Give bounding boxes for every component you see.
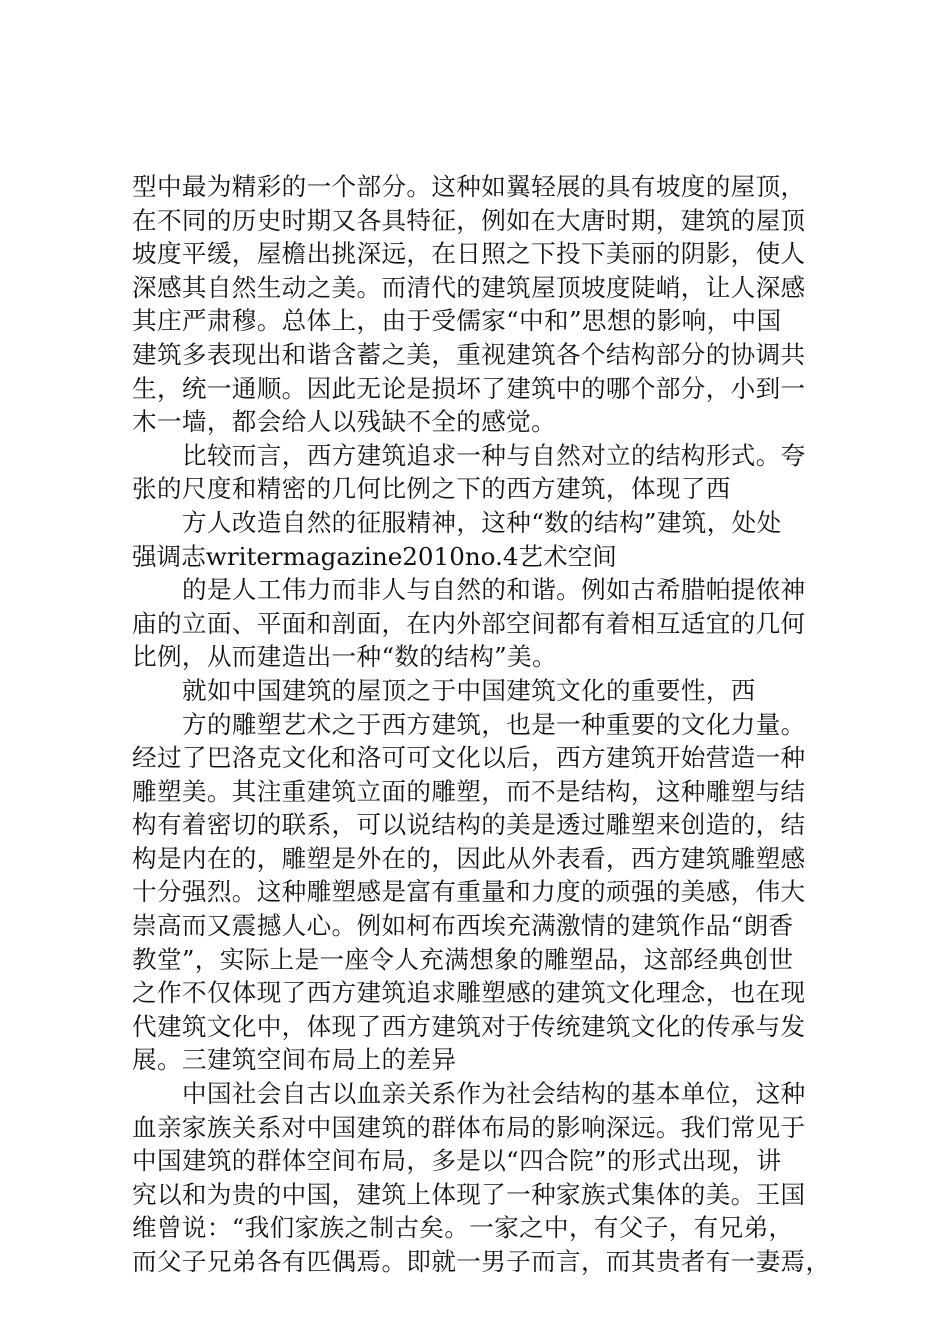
text-line: 而父子兄弟各有匹偶焉。即就一男子而言，而其贵者有一妻焉，: [132, 1247, 831, 1276]
paragraph-first-line: 方人改造自然的征服精神，这种“数的结构”建筑，处处: [182, 507, 782, 537]
text-line: 张的尺度和精密的几何比例之下的西方建筑，体现了西: [132, 474, 731, 504]
text-line: 究以和为贵的中国，建筑上体现了一种家族式集体的美。王国: [132, 1179, 806, 1209]
text-line: 展。三建筑空间布局上的差异: [132, 1045, 457, 1075]
text-line: 雕塑美。其注重建筑立面的雕塑，而不是结构，这种雕塑与结: [132, 776, 806, 806]
text-line: 经过了巴洛克文化和洛可可文化以后，西方建筑开始营造一种: [132, 743, 806, 773]
text-line: 建筑多表现出和谐含蓄之美，重视建筑各个结构部分的协调共: [132, 339, 806, 369]
text-line: 构有着密切的联系，可以说结构的美是透过雕塑来创造的，结: [132, 810, 806, 840]
paragraph-first-line: 的是人工伟力而非人与自然的和谐。例如古希腊帕提侬神: [182, 575, 806, 605]
text-line: 庙的立面、平面和剖面，在内外部空间都有着相互适宜的几何: [132, 608, 806, 638]
text-line: 木一墙，都会给人以残缺不全的感觉。: [132, 407, 557, 437]
text-line: 深感其自然生动之美。而清代的建筑屋顶坡度陡峭，让人深感: [132, 272, 806, 302]
paragraph-first-line: 比较而言，西方建筑追求一种与自然对立的结构形式。夸: [182, 440, 806, 470]
body-text: [132, 170, 832, 1279]
text-line: 血亲家族关系对中国建筑的群体布局的影响深远。我们常见于: [132, 1112, 806, 1142]
text-line: 强调志writermagazine2010no.4艺术空间: [132, 541, 617, 571]
text-line: 坡度平缓，屋檐出挑深远，在日照之下投下美丽的阴影，使人: [132, 239, 806, 269]
paragraph-first-line: 就如中国建筑的屋顶之于中国建筑文化的重要性，西: [182, 675, 756, 705]
text-line: 中国建筑的群体空间布局，多是以“四合院”的形式出现，讲: [132, 1146, 782, 1176]
paragraph-first-line: 中国社会自古以血亲关系作为社会结构的基本单位，这种: [182, 1079, 806, 1109]
text-line: 十分强烈。这种雕塑感是富有重量和力度的顽强的美感，伟大: [132, 877, 806, 907]
paragraph-first-line: 方的雕塑艺术之于西方建筑，也是一种重要的文化力量。: [182, 709, 806, 739]
text-line: 代建筑文化中，体现了西方建筑对于传统建筑文化的传承与发: [132, 1011, 806, 1041]
text-line: 构是内在的，雕塑是外在的，因此从外表看，西方建筑雕塑感: [132, 843, 806, 873]
text-line: 之作不仅体现了西方建筑追求雕塑感的建筑文化理念，也在现: [132, 978, 806, 1008]
text-line: 崇高而又震撼人心。例如柯布西埃充满激情的建筑作品“朗香: [132, 911, 794, 941]
text-line: 在不同的历史时期又各具特征，例如在大唐时期，建筑的屋顶: [132, 205, 806, 235]
text-line: 教堂”，实际上是一座令人充满想象的雕塑品，这部经典创世: [132, 944, 794, 974]
text-line: 生，统一通顺。因此无论是损坏了建筑中的哪个部分，小到一: [132, 373, 806, 403]
text-line: 维曾说：“我们家族之制古矣。一家之中，有父子，有兄弟，: [132, 1213, 794, 1243]
text-line: 比例，从而建造出一种“数的结构”美。: [132, 642, 557, 672]
text-line: 其庄严肃穆。总体上，由于受儒家“中和”思想的影响，中国: [132, 306, 782, 336]
text-line: 型中最为精彩的一个部分。这种如翼轻展的具有坡度的屋顶，: [132, 172, 806, 201]
